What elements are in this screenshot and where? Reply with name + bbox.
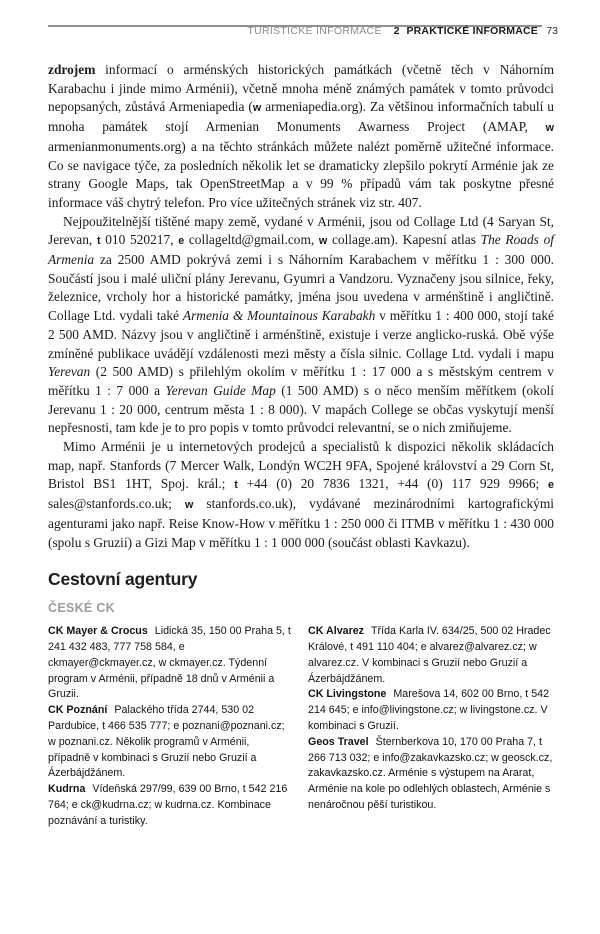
agency-details: Vídeňská 297/99, 639 00 Brno, t 542 216 764; e ck@kudrna.cz; w kudrna.cz. Kombinace poznávání a turistiky. xyxy=(48,783,288,827)
agency-details: Lidická 35, 150 00 Praha 5, t 241 432 483, 777 758 584, e ckmayer@ckmayer.cz, w ckmayer.cz. Týdenní program v Arménii, případně 18 dnů v Arménii a Gruzii. xyxy=(48,625,291,701)
agency-details: Třída Karla IV. 634/25, 500 02 Hradec Králové, t 491 110 404; e alvarez@alvarez.cz; w alvarez.cz. V kombinaci s Gruzií nebo Gruzií a Ázerbájdžánem. xyxy=(308,625,551,685)
agency-details: Marešova 14, 602 00 Brno, t 542 214 645; e info@livingstone.cz; w livingstone.cz. V kombinaci s Gruzií. xyxy=(308,688,550,733)
agency-column-left xyxy=(48,624,294,829)
agency-entry xyxy=(48,703,294,782)
section-heading-travel-agencies: Cestovní agentury xyxy=(48,569,198,590)
agency-entry xyxy=(308,687,554,734)
agency-entry xyxy=(48,624,294,703)
agency-details: Šternberkova 10, 170 00 Praha 7, t 266 713 032; e info@zakavkazsko.cz; w geosck.cz, zakavkazsko.cz. Arménie s výstupem na Ararat, Arménie na kole po odlehlých oblastech, Arménie s nenáročnou pěší turistikou. xyxy=(308,735,553,812)
agency-name: CK Alvarez xyxy=(308,625,365,638)
chapter-number: 2 xyxy=(393,25,400,37)
chapter-title: PRAKTICKÉ INFORMACE xyxy=(406,25,538,37)
page-header xyxy=(48,25,558,39)
agency-name: Kudrna xyxy=(48,783,86,796)
agency-columns xyxy=(48,624,554,829)
agency-entry xyxy=(308,735,554,814)
agency-details: Palackého třída 2744, 530 02 Pardubice, t 466 535 777; e poznani@poznani.cz; w poznani.cz. Několik programů v Arménii, případně v kombinaci s Gruzií nebo Gruzií a Ázerbájdžánem. xyxy=(48,704,285,780)
agency-name: Geos Travel xyxy=(308,735,369,748)
agency-column-right xyxy=(308,624,554,829)
paragraph-foreign-maps: Mimo Arménii je u internetových prodejců a specialistů k dispozici několik skládacích map, např. Stanfords (7 Mercer Walk, Londýn WC2H 9FA, Spojené království a 29 Corn St, Bristol BS1 1HT, Spoj. král.; t +44 (0) 20 7836 1321, +44 (0) 117 929 9966; e sales@stanfords.co.uk; w stanfords.co.uk), vydávané mezinárodními kartografickými agenturami jako např. Reise Know-How v měřítku 1 : 250 000 či ITMB v měřítku 1 : 430 000 (spolu s Gruzií) a Gizi Map v měřítku 1 : 1 000 000 (součást oblasti Kavkazu). xyxy=(48,439,554,550)
subsection-heading-czech-agencies: ČESKÉ CK xyxy=(48,601,115,616)
running-head-section: TURISTICKÉ INFORMACE xyxy=(247,25,382,37)
agency-name: CK Mayer & Crocus xyxy=(48,625,148,638)
body-text xyxy=(48,61,554,552)
page-number: 73 xyxy=(546,25,558,37)
agency-entry xyxy=(308,624,554,687)
paragraph-printed-maps: Nejpoužitelnější tištěné mapy země, vydané v Arménii, jsou od Collage Ltd (4 Saryan St, Jerevan, t 010 520217, e collageltd@gmail.com, w collage.am). Kapesní atlas The Roads of Armenia za 2500 AMD pokrývá zemi i s Náhorním Karabachem v měřítku 1 : 300 000. Součástí jsou i malé uliční plány Jerevanu, Gyumri a Vandzoru. Vyznačeny jsou silnice, řeky, železnice, vrcholy hor a historické památky, jména jsou uvedena v arménštině i angličtině. Collage Ltd. vydali také Armenia & Mountainous Karabakh v měřítku 1 : 400 000, stojí také 2 500 AMD. Názvy jsou v angličtině i arménštině, existuje i verze anglicko-ruská. Obě výše zmíněné publikace uvádějí vzdálenosti mezi městy a čísla silnic. Collage Ltd. vydali i mapu Yerevan (2 500 AMD) s přilehlým okolím v měřítku 1 : 17 000 a s městským centrem v měřítku 1 : 7 000 a Yerevan Guide Map (1 500 AMD) s o něco menším měřítkem (okolí Jerevanu 1 : 20 000, centrum města 1 : 8 000). V mapách College se občas vyskytují menší nepřesnosti, tam kde je to pro popis v tomto průvodci relevantní, se o nich zmiňujeme. xyxy=(48,213,555,436)
agency-name: CK Poznání xyxy=(48,704,108,717)
agency-name: CK Livingstone xyxy=(308,688,387,701)
paragraph-maps-info: zdrojem informací o arménských historických památkách (včetně těch v Náhorním Karabachu i jinde mimo Arménii), včetně mnoha méně známých památek v tomto průvodci nepopsaných, zůstává Armeniapedia (w armeniapedia.org). Za většinou informačních tabulí u mnoha památek stojí Armenian Monuments Awarness Project (AMAP, w armenianmonuments.org) a na těchto stránkách můžete nalézt poměrně užitečné informace. Co se navigace týče, za posledních několik let se dramaticky zlepšilo pokrytí Arménie jak ze strany Google Maps, tak OpenStreetMap a v 99 % případů vám tak poskytne přesné informace váš chytrý telefon. Pro více užitečných stránek viz str. 407. xyxy=(48,62,554,210)
agency-entry xyxy=(48,782,294,829)
running-head xyxy=(247,25,538,38)
